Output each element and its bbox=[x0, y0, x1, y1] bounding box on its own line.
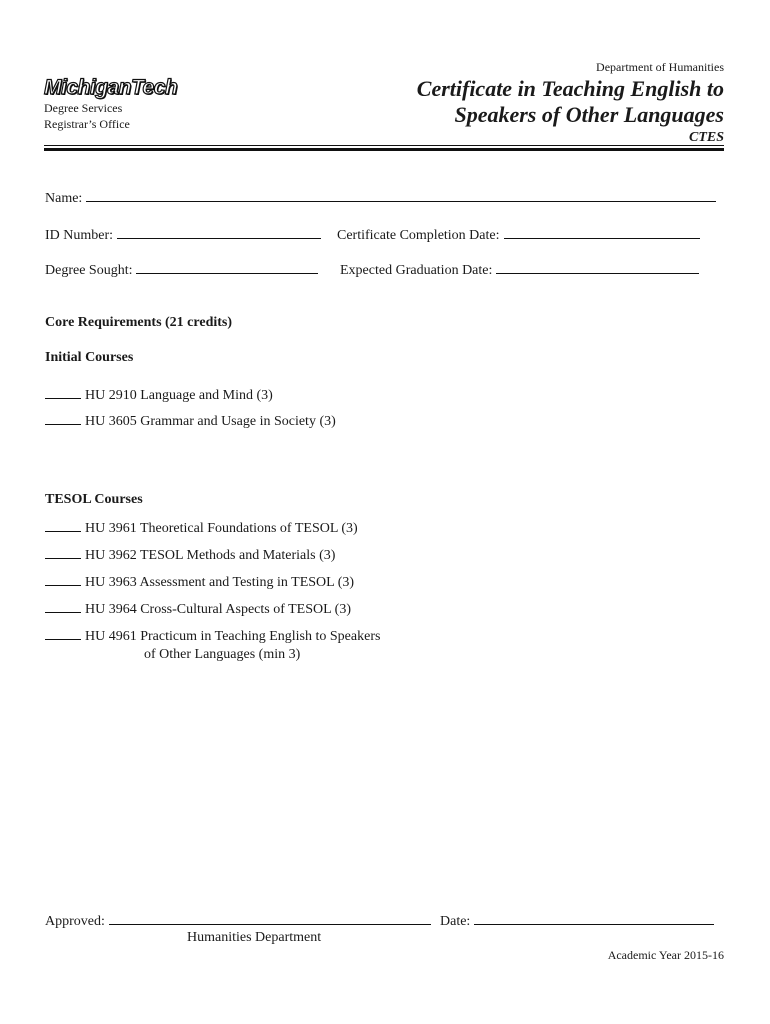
degree-sought-field[interactable] bbox=[45, 261, 318, 279]
id-number-line[interactable] bbox=[117, 226, 321, 239]
graduation-date-line[interactable] bbox=[496, 261, 699, 274]
title-line-1: Certificate in Teaching English to bbox=[416, 76, 724, 101]
course-item[interactable] bbox=[45, 600, 351, 619]
course-check-blank[interactable] bbox=[45, 546, 81, 559]
academic-year: Academic Year 2015-16 bbox=[607, 948, 724, 962]
tesol-courses-heading: TESOL Courses bbox=[45, 492, 143, 507]
course-item[interactable] bbox=[45, 627, 380, 664]
office-line-2: Registrar’s Office bbox=[44, 117, 130, 131]
approved-field[interactable] bbox=[45, 912, 431, 930]
course-check-blank[interactable] bbox=[45, 573, 81, 586]
course-label-continuation: of Other Languages (min 3) bbox=[144, 647, 301, 662]
page-title bbox=[417, 76, 724, 128]
approval-date-line[interactable] bbox=[474, 912, 714, 925]
course-label: HU 3962 TESOL Methods and Materials (3) bbox=[85, 548, 336, 563]
completion-date-field[interactable] bbox=[337, 226, 700, 244]
course-label: HU 3963 Assessment and Testing in TESOL (3) bbox=[85, 575, 355, 590]
name-label: Name: bbox=[45, 191, 83, 206]
course-item[interactable] bbox=[45, 573, 354, 592]
header-rule-thin bbox=[44, 145, 724, 146]
completion-date-line[interactable] bbox=[504, 226, 700, 239]
course-item[interactable] bbox=[45, 386, 273, 405]
approved-label: Approved: bbox=[45, 914, 105, 929]
completion-date-label: Certificate Completion Date: bbox=[337, 228, 500, 243]
approval-date-label: Date: bbox=[440, 914, 471, 929]
title-line-2: Speakers of Other Languages bbox=[454, 102, 724, 127]
id-number-field[interactable] bbox=[45, 226, 321, 244]
approver-caption: Humanities Department bbox=[187, 930, 322, 945]
course-check-blank[interactable] bbox=[45, 519, 81, 532]
id-number-label: ID Number: bbox=[45, 228, 114, 243]
degree-sought-line[interactable] bbox=[136, 261, 318, 274]
name-field[interactable] bbox=[45, 189, 716, 207]
course-label: HU 2910 Language and Mind (3) bbox=[85, 388, 273, 403]
course-check-blank[interactable] bbox=[45, 386, 81, 399]
course-check-blank[interactable] bbox=[45, 627, 81, 640]
degree-sought-label: Degree Sought: bbox=[45, 263, 133, 278]
office-line-1: Degree Services bbox=[44, 101, 123, 115]
graduation-date-field[interactable] bbox=[340, 261, 699, 279]
course-label: HU 3605 Grammar and Usage in Society (3) bbox=[85, 414, 336, 429]
course-item[interactable] bbox=[45, 546, 335, 565]
course-check-blank[interactable] bbox=[45, 600, 81, 613]
course-check-blank[interactable] bbox=[45, 412, 81, 425]
header-rule-thick bbox=[44, 148, 724, 151]
course-item[interactable] bbox=[45, 519, 358, 538]
name-line[interactable] bbox=[86, 189, 716, 202]
department-label: Department of Humanities bbox=[596, 60, 724, 74]
course-label: HU 4961 Practicum in Teaching English to Speakers bbox=[85, 629, 381, 644]
course-label: HU 3961 Theoretical Foundations of TESOL (3) bbox=[85, 521, 358, 536]
course-item[interactable] bbox=[45, 412, 336, 431]
certificate-abbreviation: CTES bbox=[688, 130, 724, 145]
graduation-date-label: Expected Graduation Date: bbox=[340, 263, 493, 278]
initial-courses-heading: Initial Courses bbox=[45, 350, 134, 365]
core-requirements-heading: Core Requirements (21 credits) bbox=[45, 315, 233, 330]
course-label: HU 3964 Cross-Cultural Aspects of TESOL (3) bbox=[85, 602, 351, 617]
approved-signature-line[interactable] bbox=[109, 912, 431, 925]
approval-date-field[interactable] bbox=[440, 912, 714, 930]
michigan-tech-logo: MichiganTech bbox=[44, 76, 178, 99]
